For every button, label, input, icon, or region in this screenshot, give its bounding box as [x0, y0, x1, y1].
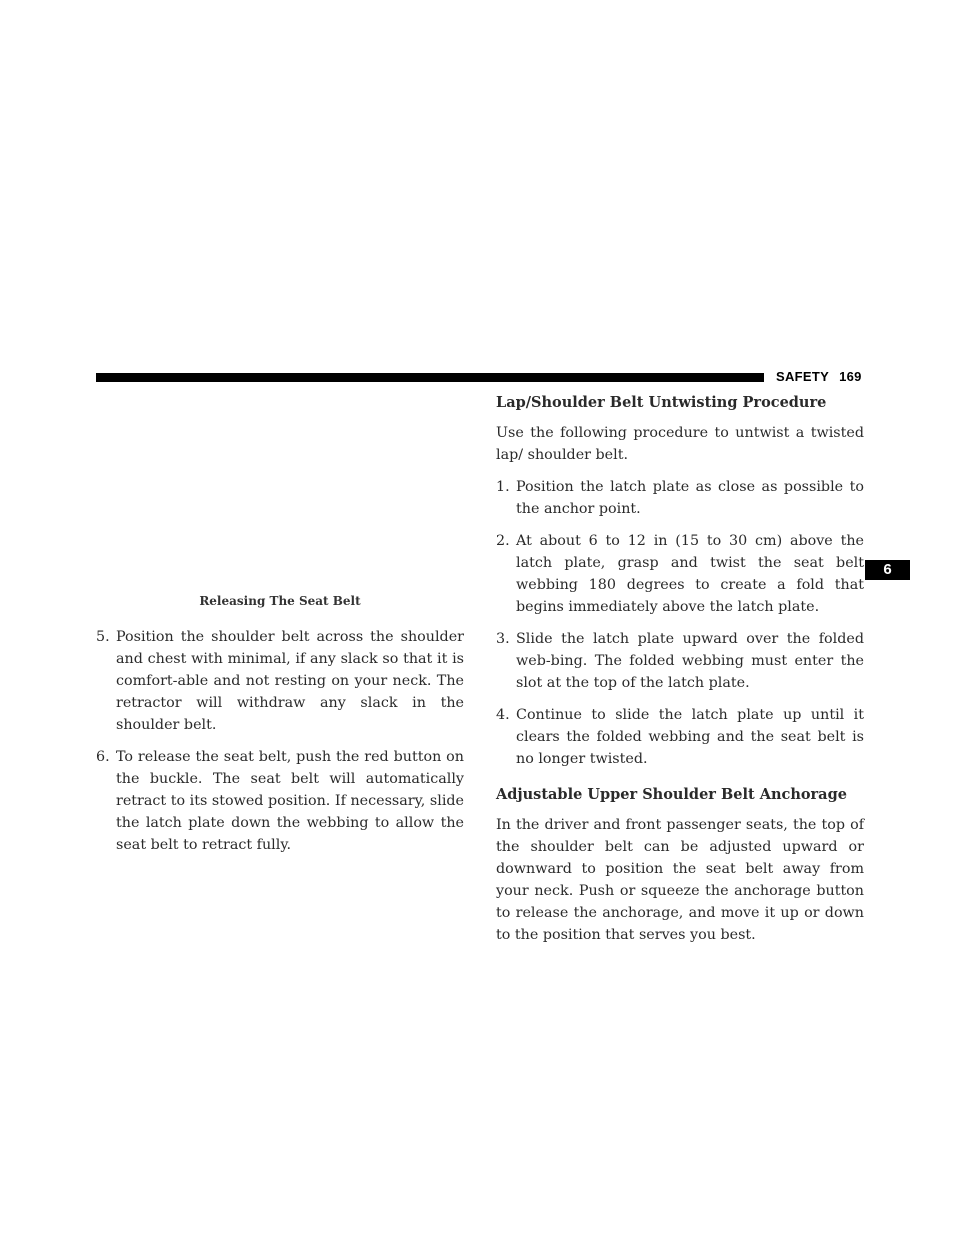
section-heading: Lap/Shoulder Belt Untwisting Procedure	[496, 394, 827, 411]
item-number: 1.	[496, 479, 510, 495]
item-text: Position the latch plate as close as possible to the anchor point.	[516, 479, 864, 517]
item-number: 6.	[96, 749, 110, 765]
list-item	[96, 746, 464, 856]
page-number: 169	[839, 369, 862, 384]
item-number: 5.	[96, 629, 110, 645]
section-heading: Adjustable Upper Shoulder Belt Anchorage	[496, 786, 847, 803]
item-text: To release the seat belt, push the red button on the buckle. The seat belt will automatically retract to its stowed position. If necessary, slide the latch plate down the webbing to allow the seat belt to retract fully.	[116, 749, 464, 853]
list-item	[496, 704, 864, 770]
item-number: 3.	[496, 631, 510, 647]
list-item	[496, 476, 864, 520]
item-text: Slide the latch plate upward over the folded web-bing. The folded webbing must enter the slot at the top of the latch plate.	[516, 631, 864, 691]
list-item	[496, 628, 864, 694]
figure-caption: Releasing The Seat Belt	[199, 594, 361, 608]
item-text: Position the shoulder belt across the shoulder and chest with minimal, if any slack so that it is comfort-able and not resting on your neck. The retractor will withdraw any slack in the shoulder belt.	[116, 629, 464, 733]
chapter-tab: 6	[865, 560, 910, 580]
header-rule	[96, 373, 764, 382]
section-body: In the driver and front passenger seats, the top of the shoulder belt can be adjusted upward or downward to position the seat belt away from your neck. Push or squeeze the anchorage button to release the anchorage, and move it up or down to the position that serves you best.	[496, 817, 864, 943]
item-text: At about 6 to 12 in (15 to 30 cm) above the latch plate, grasp and twist the seat belt webbing 180 degrees to create a fold that begins immediately above the latch plate.	[516, 533, 864, 615]
list-item	[96, 626, 464, 736]
item-number: 4.	[496, 707, 510, 723]
right-column	[496, 392, 864, 956]
left-column	[96, 626, 464, 866]
item-text: Continue to slide the latch plate up until it clears the folded webbing and the seat belt is no longer twisted.	[516, 707, 864, 767]
list-item	[496, 530, 864, 618]
item-number: 2.	[496, 533, 510, 549]
section-intro: Use the following procedure to untwist a twisted lap/ shoulder belt.	[496, 425, 864, 463]
running-header	[776, 369, 862, 384]
header-section: SAFETY	[776, 369, 830, 384]
